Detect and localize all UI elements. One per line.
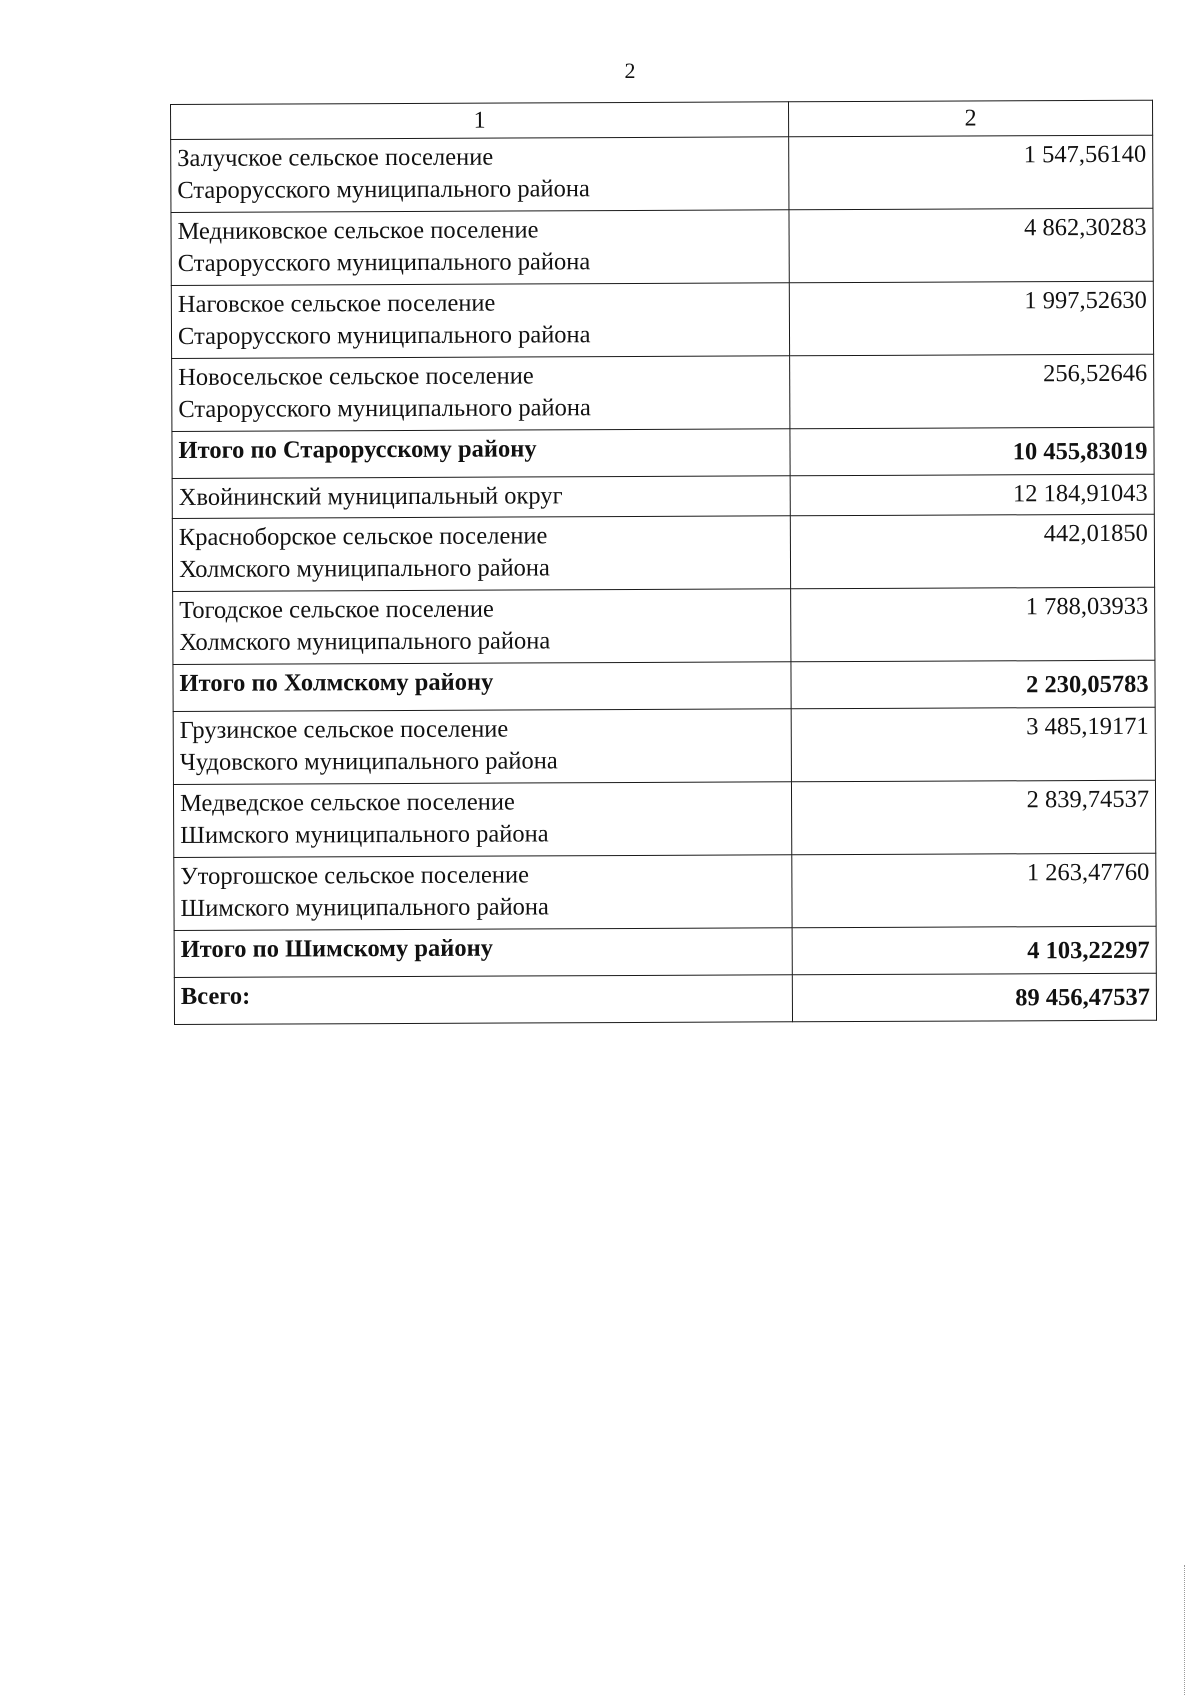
settlement-name-line1: Уторгошское сельское поселение — [180, 861, 530, 890]
settlement-name — [173, 589, 791, 665]
settlement-name — [173, 782, 791, 858]
subtotal-row — [173, 660, 1155, 711]
settlement-name: Хвойнинский муниципальный округ — [172, 476, 790, 519]
settlement-name — [172, 516, 790, 592]
table-row — [172, 514, 1154, 591]
amount-value: 2 839,74537 — [791, 780, 1155, 855]
grand-total-label: Всего: — [174, 975, 792, 1025]
settlement-name — [171, 137, 789, 213]
settlement-name — [173, 709, 791, 785]
table-row — [172, 354, 1154, 431]
settlement-name-line2: Шимского муниципального района — [180, 820, 549, 849]
table-row — [171, 208, 1153, 285]
settlement-name — [174, 855, 792, 931]
scan-edge-mark — [1184, 1565, 1186, 1695]
table-row — [171, 135, 1153, 212]
settlement-name-line1: Залучское сельское поселение — [177, 143, 494, 172]
settlement-name-line1: Грузинское сельское поселение — [179, 715, 509, 744]
settlement-name-line2: Холмского муниципального района — [178, 554, 550, 583]
amount-value: 1 263,47760 — [792, 853, 1156, 928]
table-row — [173, 707, 1155, 784]
table-row — [173, 587, 1155, 664]
settlement-name-line2: Старорусского муниципального района — [177, 248, 591, 277]
table-row — [174, 853, 1156, 930]
amount-value: 1 788,03933 — [791, 587, 1155, 662]
amount-value: 4 862,30283 — [789, 208, 1153, 283]
settlement-name — [171, 283, 789, 359]
settlement-name-line1: Наговское сельское поселение — [177, 289, 496, 318]
settlement-name-line1: Новосельское сельское поселение — [178, 362, 534, 391]
settlement-name-line2: Старорусского муниципального района — [178, 394, 591, 423]
settlement-name-line1: Медниковское сельское поселение — [177, 216, 539, 245]
amount-value: 3 485,19171 — [791, 707, 1155, 782]
amount-value: 256,52646 — [790, 354, 1154, 429]
subtotal-value: 10 455,83019 — [790, 427, 1154, 476]
subtotal-row — [172, 427, 1154, 478]
table-row — [172, 474, 1154, 518]
settlement-name — [171, 210, 789, 286]
subtotal-label: Итого по Холмскому району — [173, 662, 791, 712]
settlement-name-line2: Старорусского муниципального района — [177, 175, 590, 204]
grand-total-row — [174, 973, 1156, 1024]
settlement-name-line2: Чудовского муниципального района — [179, 747, 558, 776]
subtotal-label: Итого по Старорусскому району — [172, 429, 790, 479]
allocation-table — [170, 100, 1157, 1025]
settlement-name — [172, 356, 790, 432]
amount-value: 442,01850 — [790, 514, 1154, 589]
settlement-name-line2: Холмского муниципального района — [179, 627, 551, 656]
settlement-name-line1: Тогодское сельское поселение — [179, 595, 494, 624]
amount-value: 1 547,56140 — [789, 135, 1153, 210]
settlement-name-line2: Старорусского муниципального района — [177, 321, 591, 350]
subtotal-value: 4 103,22297 — [792, 926, 1156, 975]
header-col-2: 2 — [788, 100, 1152, 137]
amount-value: 12 184,91043 — [790, 474, 1154, 516]
header-col-1: 1 — [171, 102, 789, 140]
settlement-name-line1: Медведское сельское поселение — [179, 788, 515, 817]
page-number: 2 — [624, 58, 636, 83]
table-row — [171, 281, 1153, 358]
grand-total-value: 89 456,47537 — [792, 973, 1156, 1022]
amount-value: 1 997,52630 — [789, 281, 1153, 356]
settlement-name-line1: Красноборское сельское поселение — [178, 522, 548, 551]
table-row — [173, 780, 1155, 857]
settlement-name-line2: Шимского муниципального района — [180, 893, 549, 922]
table-header-row — [171, 100, 1153, 139]
subtotal-label: Итого по Шимскому району — [174, 928, 792, 978]
subtotal-row — [174, 926, 1156, 977]
subtotal-value: 2 230,05783 — [791, 660, 1155, 709]
